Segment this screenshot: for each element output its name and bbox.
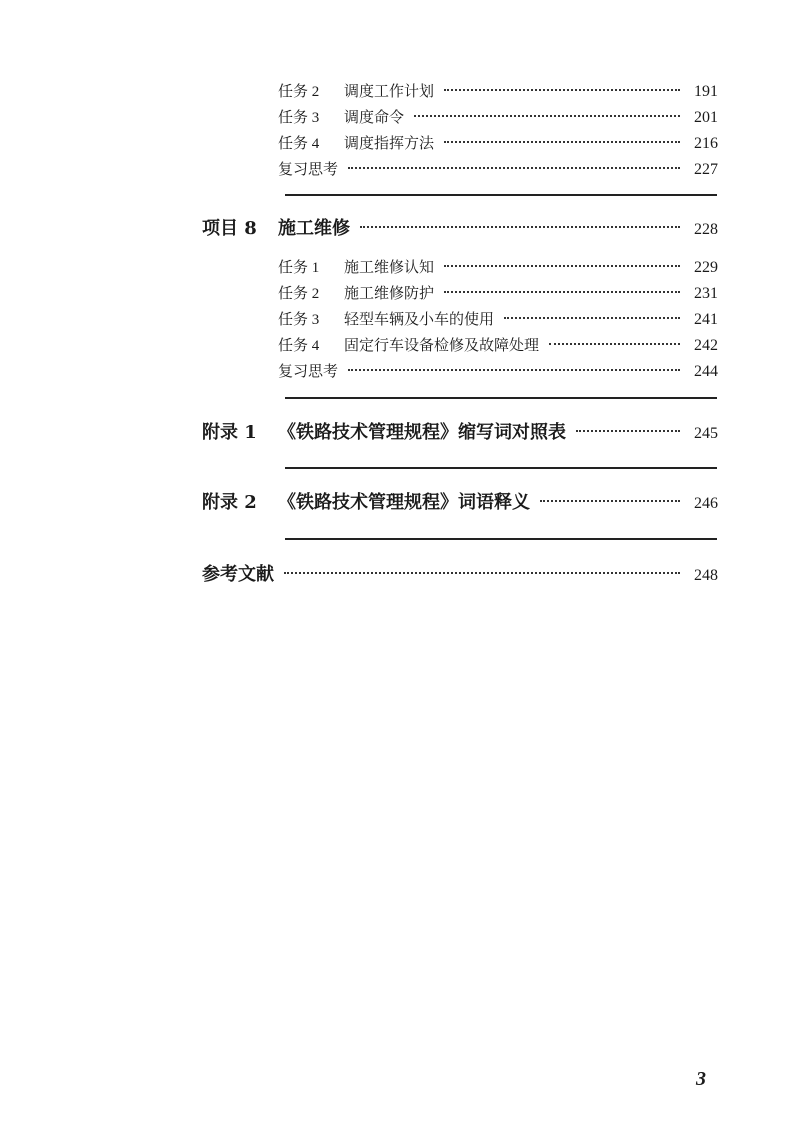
toc-entry-task-4[interactable] bbox=[278, 334, 718, 356]
dot-leader bbox=[504, 317, 680, 319]
toc-entry-title: 调度命令 bbox=[344, 108, 405, 126]
toc-entry-task-3[interactable] bbox=[278, 308, 718, 330]
toc-entry-number: 任务 3 bbox=[278, 312, 320, 328]
toc-entry-number: 任务 3 bbox=[278, 110, 320, 126]
section-divider bbox=[285, 467, 717, 469]
toc-entry-review[interactable] bbox=[278, 158, 718, 180]
dot-leader bbox=[444, 141, 680, 143]
toc-entry-page: 231 bbox=[694, 285, 718, 302]
toc-entry-number: 附录 1 bbox=[202, 422, 257, 443]
dot-leader bbox=[444, 89, 680, 91]
toc-entry-project-8[interactable] bbox=[202, 214, 718, 240]
toc-entry-title: 复习思考 bbox=[278, 362, 339, 380]
toc-entry-number: 附录 2 bbox=[202, 492, 257, 513]
toc-entry-title: 《铁路技术管理规程》词语释义 bbox=[278, 492, 530, 513]
toc-entry-task-3[interactable] bbox=[278, 106, 718, 128]
toc-entry-title: 施工维修防护 bbox=[344, 284, 435, 302]
toc-entry-page: 201 bbox=[694, 109, 718, 126]
toc-entry-number: 任务 1 bbox=[278, 260, 320, 276]
section-divider bbox=[285, 397, 717, 399]
toc-entry-title: 调度工作计划 bbox=[344, 82, 435, 100]
section-divider bbox=[285, 194, 717, 196]
toc-entry-title: 施工维修认知 bbox=[344, 258, 435, 276]
toc-entry-task-4[interactable] bbox=[278, 132, 718, 154]
toc-entry-page: 242 bbox=[694, 337, 718, 354]
section-divider bbox=[285, 538, 717, 540]
dot-leader bbox=[360, 226, 680, 228]
toc-entry-title: 固定行车设备检修及故障处理 bbox=[344, 336, 540, 354]
toc-entry-page: 229 bbox=[694, 259, 718, 276]
toc-entry-number: 任务 4 bbox=[278, 136, 320, 152]
toc-entry-references[interactable] bbox=[202, 560, 718, 586]
toc-entry-page: 228 bbox=[694, 221, 718, 238]
toc-entry-title: 参考文献 bbox=[202, 564, 274, 585]
toc-entry-page: 241 bbox=[694, 311, 718, 328]
toc-entry-task-1[interactable] bbox=[278, 256, 718, 278]
dot-leader bbox=[284, 572, 680, 574]
toc-entry-page: 248 bbox=[694, 567, 718, 584]
toc-entry-title: 复习思考 bbox=[278, 160, 339, 178]
dot-leader bbox=[444, 291, 680, 293]
page-number: 3 bbox=[696, 1068, 706, 1090]
toc-entry-task-2[interactable] bbox=[278, 282, 718, 304]
toc-entry-title: 《铁路技术管理规程》缩写词对照表 bbox=[278, 422, 566, 443]
toc-entry-review[interactable] bbox=[278, 360, 718, 382]
dot-leader bbox=[414, 115, 680, 117]
toc-entry-number: 项目 8 bbox=[202, 218, 257, 239]
dot-leader bbox=[348, 167, 680, 169]
dot-leader bbox=[348, 369, 680, 371]
toc-entry-number: 任务 4 bbox=[278, 338, 320, 354]
dot-leader bbox=[444, 265, 680, 267]
dot-leader bbox=[576, 430, 680, 432]
toc-entry-page: 246 bbox=[694, 495, 718, 512]
dot-leader bbox=[540, 500, 680, 502]
toc-entry-appendix-2[interactable] bbox=[202, 488, 718, 514]
toc-entry-page: 245 bbox=[694, 425, 718, 442]
toc-entry-title: 施工维修 bbox=[278, 218, 350, 239]
toc-entry-number: 任务 2 bbox=[278, 84, 320, 100]
toc-entry-appendix-1[interactable] bbox=[202, 418, 718, 444]
dot-leader bbox=[549, 343, 680, 345]
toc-entry-task-2[interactable] bbox=[278, 80, 718, 102]
toc-entry-title: 轻型车辆及小车的使用 bbox=[344, 310, 495, 328]
toc-entry-number: 任务 2 bbox=[278, 286, 320, 302]
toc-entry-page: 216 bbox=[694, 135, 718, 152]
toc-entry-page: 227 bbox=[694, 161, 718, 178]
toc-entry-page: 244 bbox=[694, 363, 718, 380]
toc-entry-title: 调度指挥方法 bbox=[344, 134, 435, 152]
toc-entry-page: 191 bbox=[694, 83, 718, 100]
